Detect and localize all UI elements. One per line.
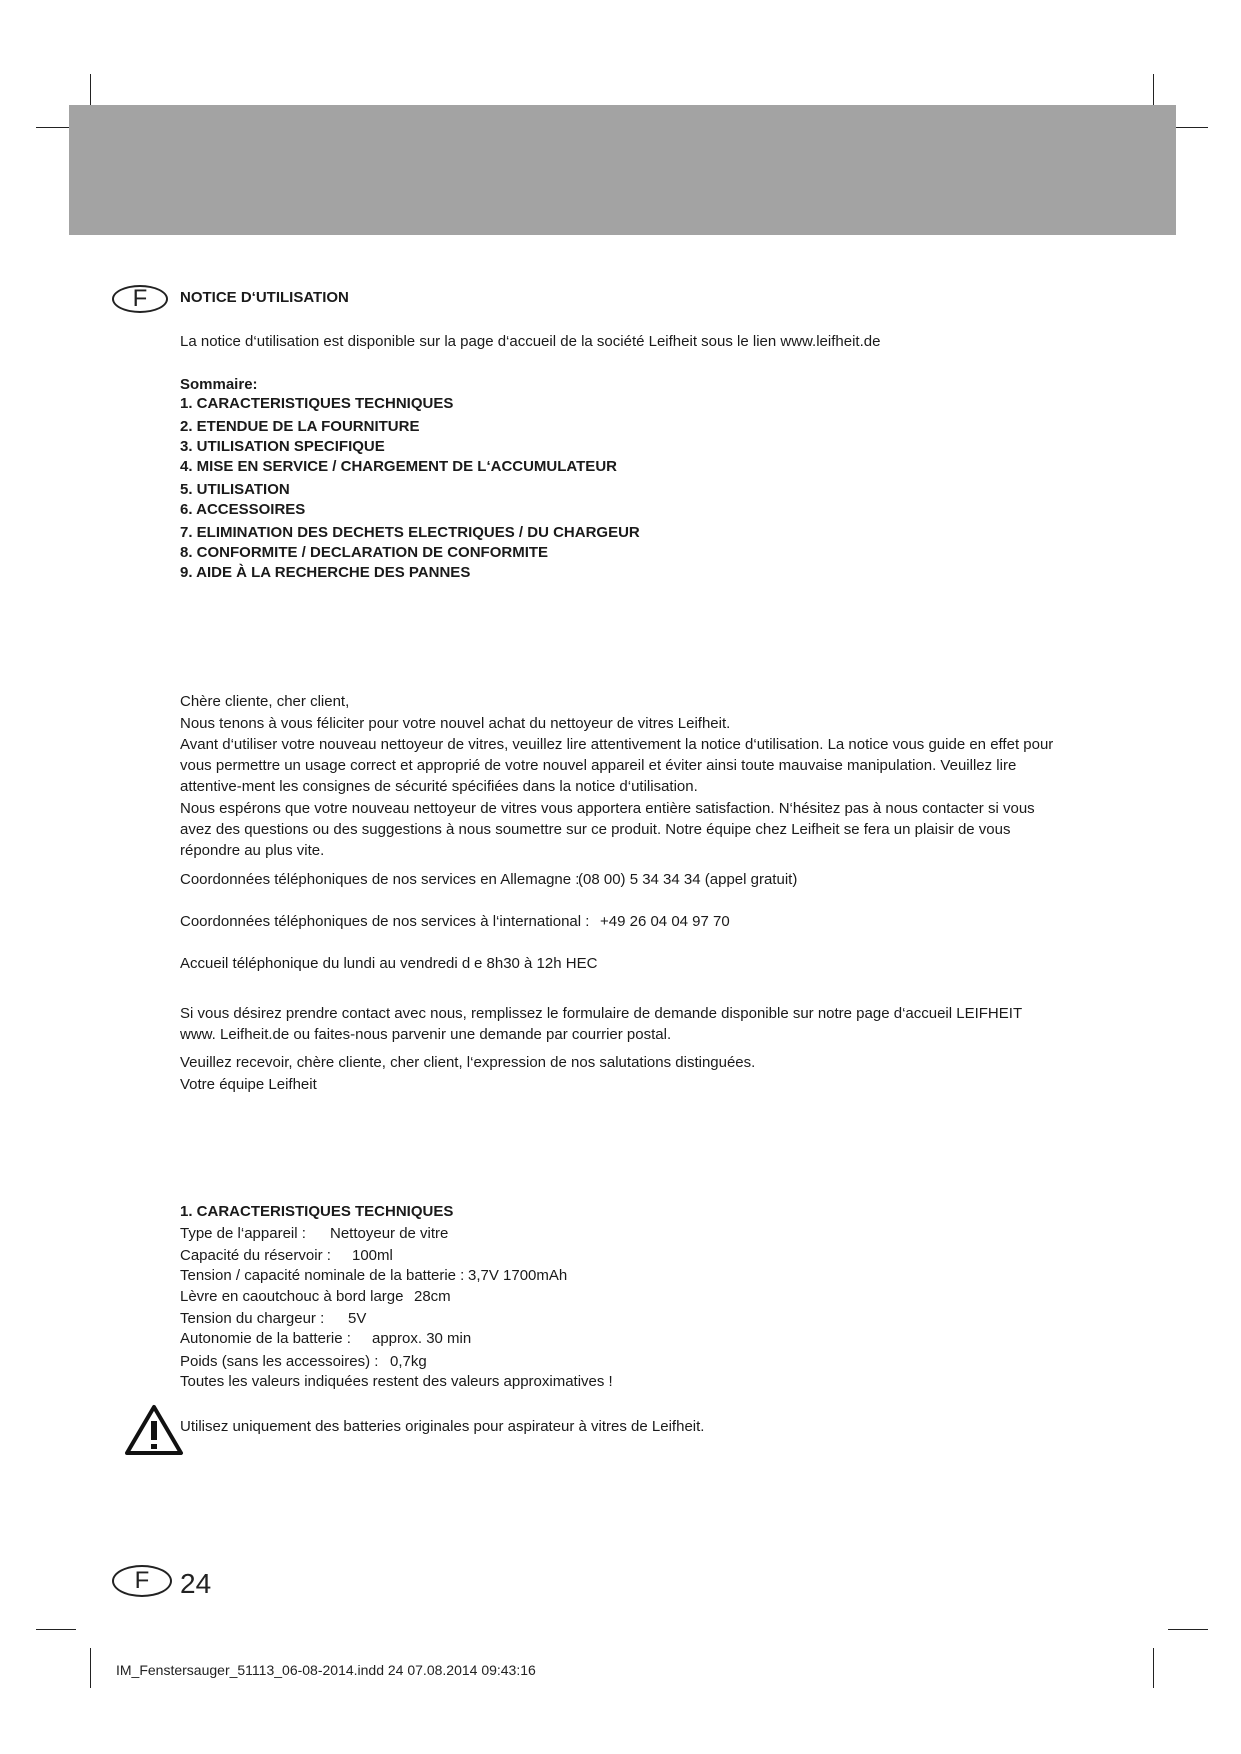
crop-mark (36, 1629, 76, 1630)
specs-heading: 1. CARACTERISTIQUES TECHNIQUES (180, 1203, 454, 1220)
spec-value: 100ml (352, 1247, 393, 1264)
hours-value: e 8h30 à 12h HEC (474, 955, 598, 972)
sommaire-item: 2. ETENDUE DE LA FOURNITURE (180, 418, 420, 435)
spec-label: Tension / capacité nominale de la batterie : (180, 1267, 465, 1284)
letter-hope: Nous espérons que votre nouveau nettoyeur de vitres vous apportera entière satisfaction. N‘hésitez pas à nous contacter si vous avez des questions ou des suggestions à nous soumettre sur ce produit. Notre équipe chez Leifheit se fera un plaisir de vous répondre au plus vite. (180, 800, 1035, 859)
spec-label: Poids (sans les accessoires) : (180, 1353, 379, 1370)
spec-value: Nettoyeur de vitre (330, 1225, 449, 1242)
spec-label: Autonomie de la batterie : (180, 1330, 351, 1347)
sommaire-item: 8. CONFORMITE / DECLARATION DE CONFORMITE (180, 544, 549, 561)
phone-international-label: Coordonnées téléphoniques de nos services à l‘international : (180, 913, 590, 930)
specs-note: Toutes les valeurs indiquées restent des valeurs approximatives ! (180, 1373, 613, 1390)
sommaire-item: 9. AIDE À LA RECHERCHE DES PANNES (180, 564, 471, 581)
spec-value: 28cm (414, 1288, 451, 1305)
sommaire-item: 6. ACCESSOIRES (180, 501, 306, 518)
letter-closing: Veuillez recevoir, chère cliente, cher client, l‘expression de nos salutations distinguées. (180, 1054, 756, 1071)
sommaire-item: 7. ELIMINATION DES DECHETS ELECTRIQUES / DU CHARGEUR (180, 524, 640, 541)
print-slug: IM_Fenstersauger_51113_06-08-2014.indd 24 07.08.2014 09:43:16 (116, 1662, 536, 1678)
sommaire-item: 3. UTILISATION SPECIFIQUE (180, 438, 385, 455)
phone-international-value: +49 26 04 04 97 70 (600, 913, 730, 930)
phone-germany-label: Coordonnées téléphoniques de nos services en Allemagne : (180, 871, 580, 888)
sommaire-item: 5. UTILISATION (180, 481, 290, 498)
language-badge: F (112, 285, 168, 313)
letter-congrats: Nous tenons à vous féliciter pour votre nouvel achat du nettoyeur de vitres Leifheit. (180, 715, 731, 732)
spec-value: 5V (348, 1310, 367, 1327)
letter-greeting: Chère cliente, cher client, (180, 693, 350, 710)
crop-mark (1153, 1648, 1154, 1688)
spec-value: 3,7V 1700mAh (468, 1267, 568, 1284)
warning-text: Utilisez uniquement des batteries originales pour aspirateur à vitres de Leifheit. (180, 1418, 705, 1435)
crop-mark (90, 1648, 91, 1688)
header-band (69, 105, 1176, 235)
letter-before-use: Avant d‘utiliser votre nouveau nettoyeur de vitres, veuillez lire attentivement la notice d‘utilisation. La notice vous guide en effet pour vous permettre un usage correct et approprié de votre nouvel appareil et éviter ainsi toute mauvaise manipulation. Veuillez lire attentive-ment les consignes de sécurité spécifiées dans la notice d‘utilisation. (180, 736, 1054, 795)
availability-note: La notice d‘utilisation est disponible sur la page d‘accueil de la société Leifheit sous le lien www.leifheit.de (180, 333, 881, 350)
crop-mark (1168, 1629, 1208, 1630)
page-title: NOTICE D‘UTILISATION (180, 289, 349, 306)
letter-signature: Votre équipe Leifheit (180, 1076, 317, 1093)
sommaire-item: 4. MISE EN SERVICE / CHARGEMENT DE L‘ACCUMULATEUR (180, 458, 617, 475)
spec-label: Tension du chargeur : (180, 1310, 325, 1327)
sommaire-item: 1. CARACTERISTIQUES TECHNIQUES (180, 395, 454, 412)
spec-label: Type de l‘appareil : (180, 1225, 306, 1242)
warning-icon (124, 1404, 184, 1456)
hours-label: Accueil téléphonique du lundi au vendredi d (180, 955, 471, 972)
letter-contact: Si vous désirez prendre contact avec nous, remplissez le formulaire de demande disponible sur notre page d‘accueil LEIFHEIT www. Leifheit.de ou faites-nous parvenir une demande par courrier postal. (180, 1005, 1022, 1043)
spec-label: Lèvre en caoutchouc à bord large (180, 1288, 404, 1305)
sommaire-heading: Sommaire: (180, 376, 258, 393)
phone-germany-value: (08 00) 5 34 34 34 (appel gratuit) (578, 871, 798, 888)
spec-value: 0,7kg (390, 1353, 427, 1370)
page-language-badge: F (112, 1565, 172, 1597)
page-number: 24 (180, 1568, 212, 1599)
spec-label: Capacité du réservoir : (180, 1247, 331, 1264)
spec-value: approx. 30 min (372, 1330, 472, 1347)
